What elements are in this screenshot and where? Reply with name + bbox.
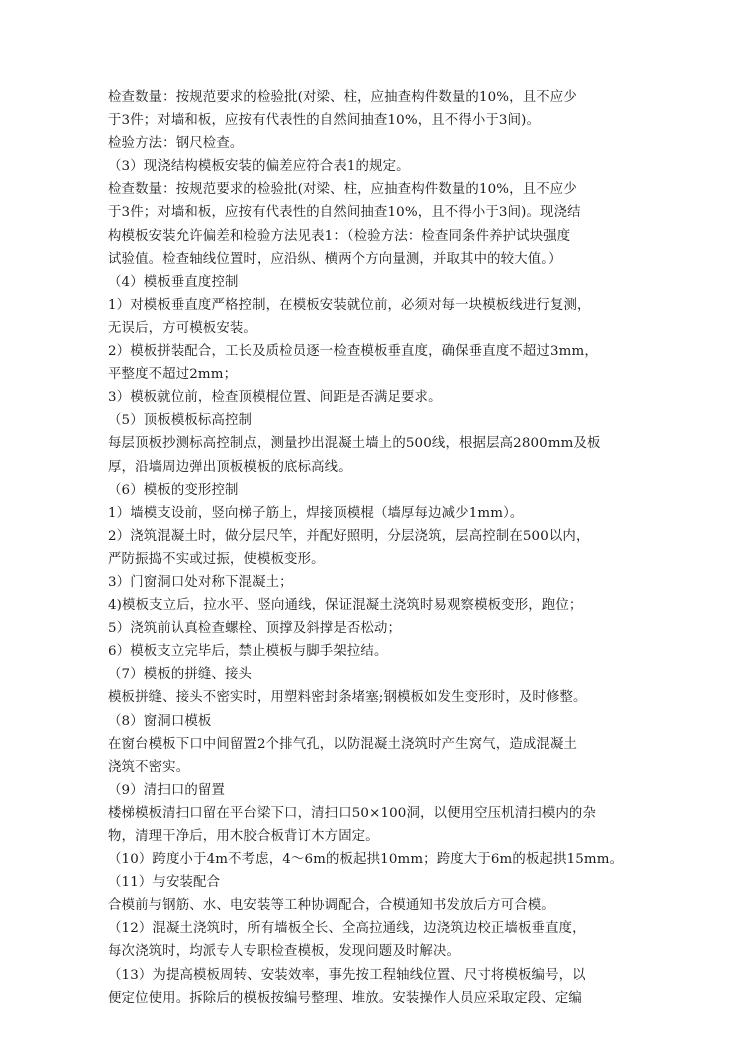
text-line: 厚，沿墙周边弹出顶板模板的底标高线。 (108, 459, 352, 475)
text-line: 1）对模板垂直度严格控制，在模板安装就位前，必须对每一块模板线进行复测， (108, 297, 591, 313)
section-heading: （5）顶板模板标高控制 (108, 413, 253, 429)
text-line: 4)模板支立后，拉水平、竖向通线，保证混凝土浇筑时易观察模板变形，跑位； (108, 598, 583, 614)
text-line: 6）模板支立完毕后，禁止模板与脚手架拉结。 (108, 644, 388, 660)
text-line: 无误后，方可模板安装。 (108, 320, 257, 336)
text-line: 严防振捣不实或过振，使模板变形。 (108, 551, 325, 567)
text-line: 平整度不超过2mm； (108, 367, 238, 383)
section-heading: （8）窗洞口模板 (108, 713, 212, 729)
text-line: 检查数量：按规范要求的检验批(对梁、柱，应抽查构件数量的10%，且不应少 (108, 182, 577, 198)
section-heading: （3）现浇结构模板安装的偏差应符合表1的规定。 (108, 159, 410, 175)
document-body (108, 86, 648, 1010)
text-line: （12）混凝土浇筑时，所有墙板全长、全高拉通线，边浇筑边校正墙板垂直度， (108, 921, 586, 937)
text-line: 于3件；对墙和板，应按有代表性的自然间抽查10%，且不得小于3间)。 (108, 113, 541, 129)
text-line: （10）跨度小于4m不考虑，4～6m的板起拱10mm；跨度大于6m的板起拱15mm。 (108, 852, 624, 868)
text-line: 物，清理干净后，用木胶合板背订木方固定。 (108, 829, 379, 844)
text-line: 试验值。检查轴线位置时，应沿纵、横两个方向量测，并取其中的较大值。） (108, 251, 562, 267)
text-line: （13）为提高模板周转、安装效率，事先按工程轴线位置、尺寸将模板编号，以 (108, 967, 586, 983)
text-line: 楼梯模板清扫口留在平台梁下口，清扫口50×100洞，以便用空压机清扫模内的杂 (108, 805, 597, 821)
text-line: 每次浇筑时，均派专人专职检查模板，发现问题及时解决。 (108, 944, 461, 960)
text-line: 模板拼缝、接头不密实时，用塑料密封条堵塞;钢模板如发生变形时，及时修整。 (108, 690, 587, 706)
section-heading: （11）与安装配合 (108, 875, 221, 891)
text-line: 2）浇筑混凝土时，做分层尺竿，并配好照明，分层浇筑，层高控制在500以内， (108, 528, 590, 544)
text-line: 便定位使用。拆除后的模板按编号整理、堆放。安装操作人员应采取定段、定编 (108, 990, 582, 1006)
section-heading: （6）模板的变形控制 (108, 482, 239, 498)
text-line: 5）浇筑前认真检查螺栓、顶撑及斜撑是否松动； (108, 621, 402, 637)
text-line: 于3件；对墙和板，应按有代表性的自然间抽查10%，且不得小于3间)。现浇结 (108, 205, 581, 221)
text-line: 检验方法：钢尺检查。 (108, 136, 244, 152)
text-line: 3）门窗洞口处对称下混凝土； (108, 574, 293, 590)
section-heading: （9）清扫口的留置 (108, 782, 225, 798)
text-line: 合模前与钢筋、水、电安装等工种协调配合，合模通知书发放后方可合模。 (108, 898, 555, 914)
section-heading: （7）模板的拼缝、接头 (108, 667, 253, 683)
section-heading: （4）模板垂直度控制 (108, 274, 239, 290)
text-line: 构模板安装允许偏差和检验方法见表1：（检验方法：检查同条件养护试块强度 (108, 228, 571, 244)
text-line: 在窗台模板下口中间留置2个排气孔，以防混凝土浇筑时产生窝气，造成混凝土 (108, 736, 578, 752)
text-line: 3）模板就位前，检查顶模棍位置、间距是否满足要求。 (108, 390, 442, 406)
text-line: 每层顶板抄测标高控制点，测量抄出混凝土墙上的500线，根据层高2800mm及板 (108, 436, 601, 452)
text-line: 检查数量：按规范要求的检验批(对梁、柱，应抽查构件数量的10%，且不应少 (108, 90, 577, 105)
text-line: 浇筑不密实。 (108, 759, 190, 775)
text-line: 1）墙模支设前，竖向梯子筋上，焊接顶模棍（墙厚每边减少1mm）。 (108, 505, 524, 521)
text-line: 2）模板拼装配合，工长及质检员逐一检查模板垂直度，确保垂直度不超过3mm， (108, 344, 598, 360)
